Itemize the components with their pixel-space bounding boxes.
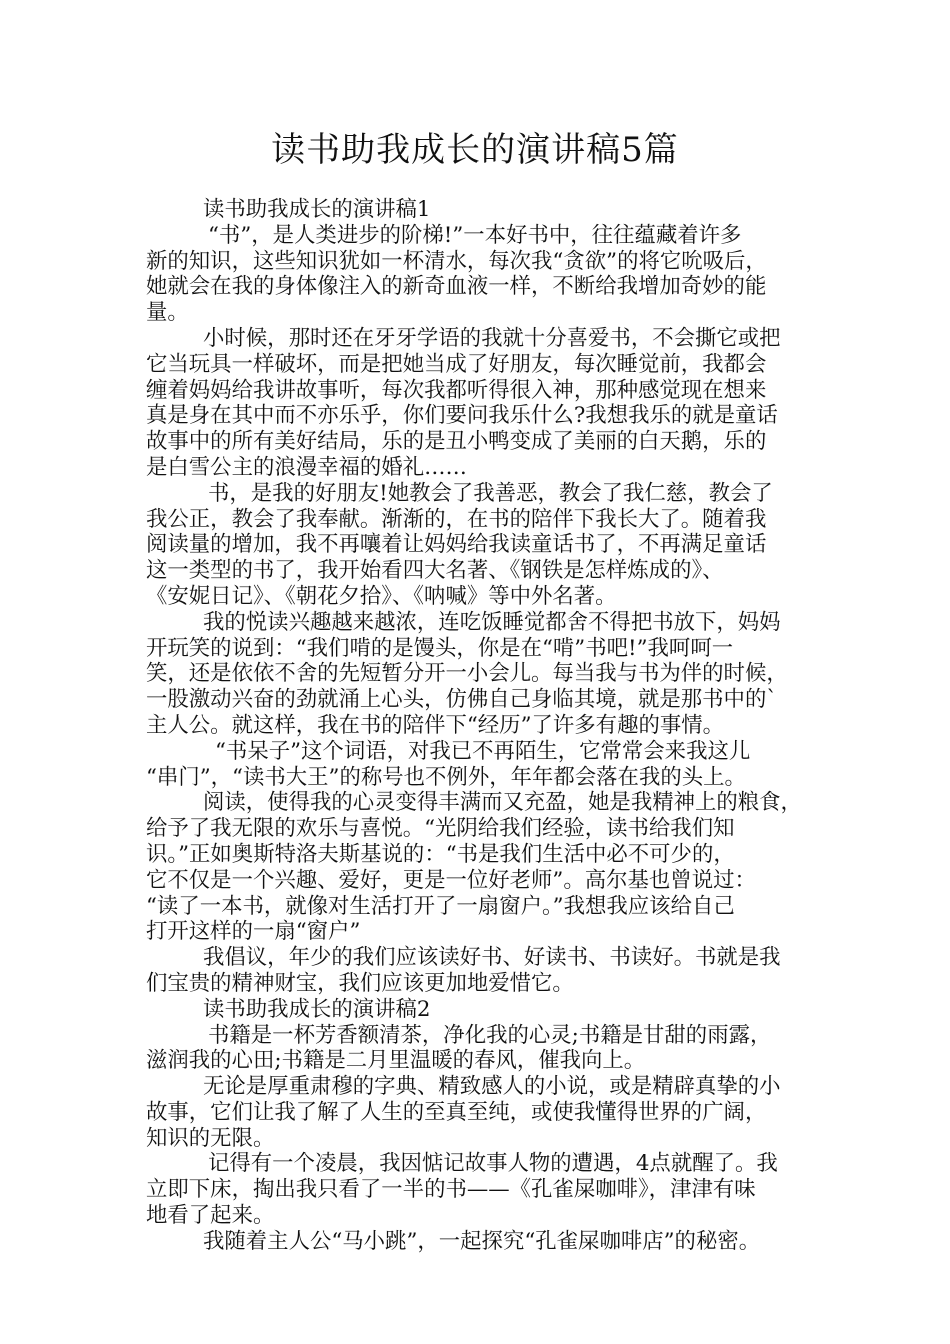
paragraph-line: 滋润我的心田;书籍是二月里温暖的春风，催我向上。: [146, 1048, 646, 1074]
document-body: [146, 197, 828, 1255]
paragraph-line: 识。”正如奥斯特洛夫斯基说的：“书是我们生活中必不可少的，: [146, 841, 735, 867]
paragraph-line: 地看了起来。: [146, 1203, 275, 1229]
paragraph-line: 立即下床，掏出我只看了一半的书——《孔雀屎咖啡》，津津有味: [146, 1177, 756, 1203]
paragraph-line: 书，是我的好朋友!她教会了我善恶，教会了我仁慈，教会了: [208, 480, 773, 506]
paragraph-line: 们宝贵的精神财宝，我们应该更加地爱惜它。: [146, 970, 574, 996]
paragraph-line: 它当玩具一样破坏，而是把她当成了好朋友，每次睡觉前，我都会: [146, 351, 767, 377]
paragraph-line: 小时候，那时还在牙牙学语的我就十分喜爱书，不会撕它或把: [203, 325, 781, 351]
paragraph-line: 笑，还是依依不舍的先短暂分开一小会儿。每当我与书为伴的时候，: [146, 661, 788, 687]
paragraph-line: “串门”，“读书大王”的称号也不例外，年年都会落在我的头上。: [146, 764, 746, 790]
paragraph-line: 故事中的所有美好结局，乐的是丑小鸭变成了美丽的白天鹅，乐的: [146, 429, 767, 455]
paragraph-line: “读了一本书，就像对生活打开了一扇窗户。”我想我应该给自己: [146, 893, 735, 919]
paragraph-line: 主人公。就这样，我在书的陪伴下“经历”了许多有趣的事情。: [146, 712, 725, 738]
paragraph-line: 这一类型的书了，我开始看四大名著、《钢铁是怎样炼成的》、: [146, 558, 724, 584]
paragraph-line: 我倡议，年少的我们应该读好书、好读书、书读好。书就是我: [203, 945, 781, 971]
paragraph-line: 一股激动兴奋的劲就涌上心头，仿佛自己身临其境，就是那书中的`: [146, 687, 778, 713]
paragraph-line: 记得有一个凌晨，我因惦记故事人物的遭遇，4点就醒了。我: [208, 1151, 778, 1177]
paragraph-line: 它不仅是一个兴趣、爱好，更是一位好老师”。高尔基也曾说过：: [146, 867, 756, 893]
paragraph-line: 量。: [146, 300, 189, 326]
paragraph-line: 我公正，教会了我奉献。渐渐的，在书的陪伴下我长大了。随着我: [146, 506, 767, 532]
paragraph-line: 我随着主人公“马小跳”，一起探究“孔雀屎咖啡店”的秘密。: [203, 1228, 761, 1254]
paragraph-line: 开玩笑的说到：“我们啃的是馒头，你是在“啃”书吧!”我呵呵一: [146, 635, 734, 661]
paragraph-line: 真是身在其中而不亦乐乎，你们要问我乐什么?我想我乐的就是童话: [146, 403, 778, 429]
paragraph-line: 阅读量的增加，我不再嚷着让妈妈给我读童话书了，不再满足童话: [146, 532, 767, 558]
paragraph-line: 无论是厚重肃穆的字典、精致感人的小说，或是精辟真挚的小: [203, 1074, 781, 1100]
paragraph-line: 缠着妈妈给我讲故事听，每次我都听得很入神，那种感觉现在想来: [146, 377, 767, 403]
paragraph-line: “书呆子”这个词语，对我已不再陌生，它常常会来我这儿: [215, 738, 751, 764]
paragraph-line: 新的知识，这些知识犹如一杯清水，每次我“贪欲”的将它吮吸后，: [146, 248, 767, 274]
paragraph-line: 她就会在我的身体像注入的新奇血液一样，不断给我增加奇妙的能: [146, 274, 767, 300]
paragraph-line: 《安妮日记》、《朝花夕拾》、《呐喊》等中外名著。: [146, 583, 617, 609]
paragraph-line: 给予了我无限的欢乐与喜悦。“光阴给我们经验，读书给我们知: [146, 816, 735, 842]
paragraph-line: 知识的无限。: [146, 1125, 275, 1151]
document-title: 读书助我成长的演讲稿5篇: [271, 130, 679, 170]
section-heading: 读书助我成长的演讲稿2: [203, 996, 431, 1022]
paragraph-line: 我的悦读兴趣越来越浓，连吃饭睡觉都舍不得把书放下，妈妈: [203, 609, 781, 635]
section-heading: 读书助我成长的演讲稿1: [203, 197, 431, 222]
paragraph-line: 故事，它们让我了解了人生的至真至纯，或使我懂得世界的广阔，: [146, 1099, 767, 1125]
paragraph-line: 是白雪公主的浪漫幸福的婚礼……: [146, 454, 467, 480]
paragraph-line: 阅读，使得我的心灵变得丰满而又充盈，她是我精神上的粮食，: [203, 790, 802, 816]
paragraph-line: 打开这样的一扇“窗户”: [146, 919, 361, 945]
paragraph-line: 书籍是一杯芳香额清茶，净化我的心灵;书籍是甘甜的雨露，: [208, 1022, 772, 1048]
paragraph-line: “书”，是人类进步的阶梯!”一本好书中，往往蕴藏着许多: [208, 222, 742, 248]
